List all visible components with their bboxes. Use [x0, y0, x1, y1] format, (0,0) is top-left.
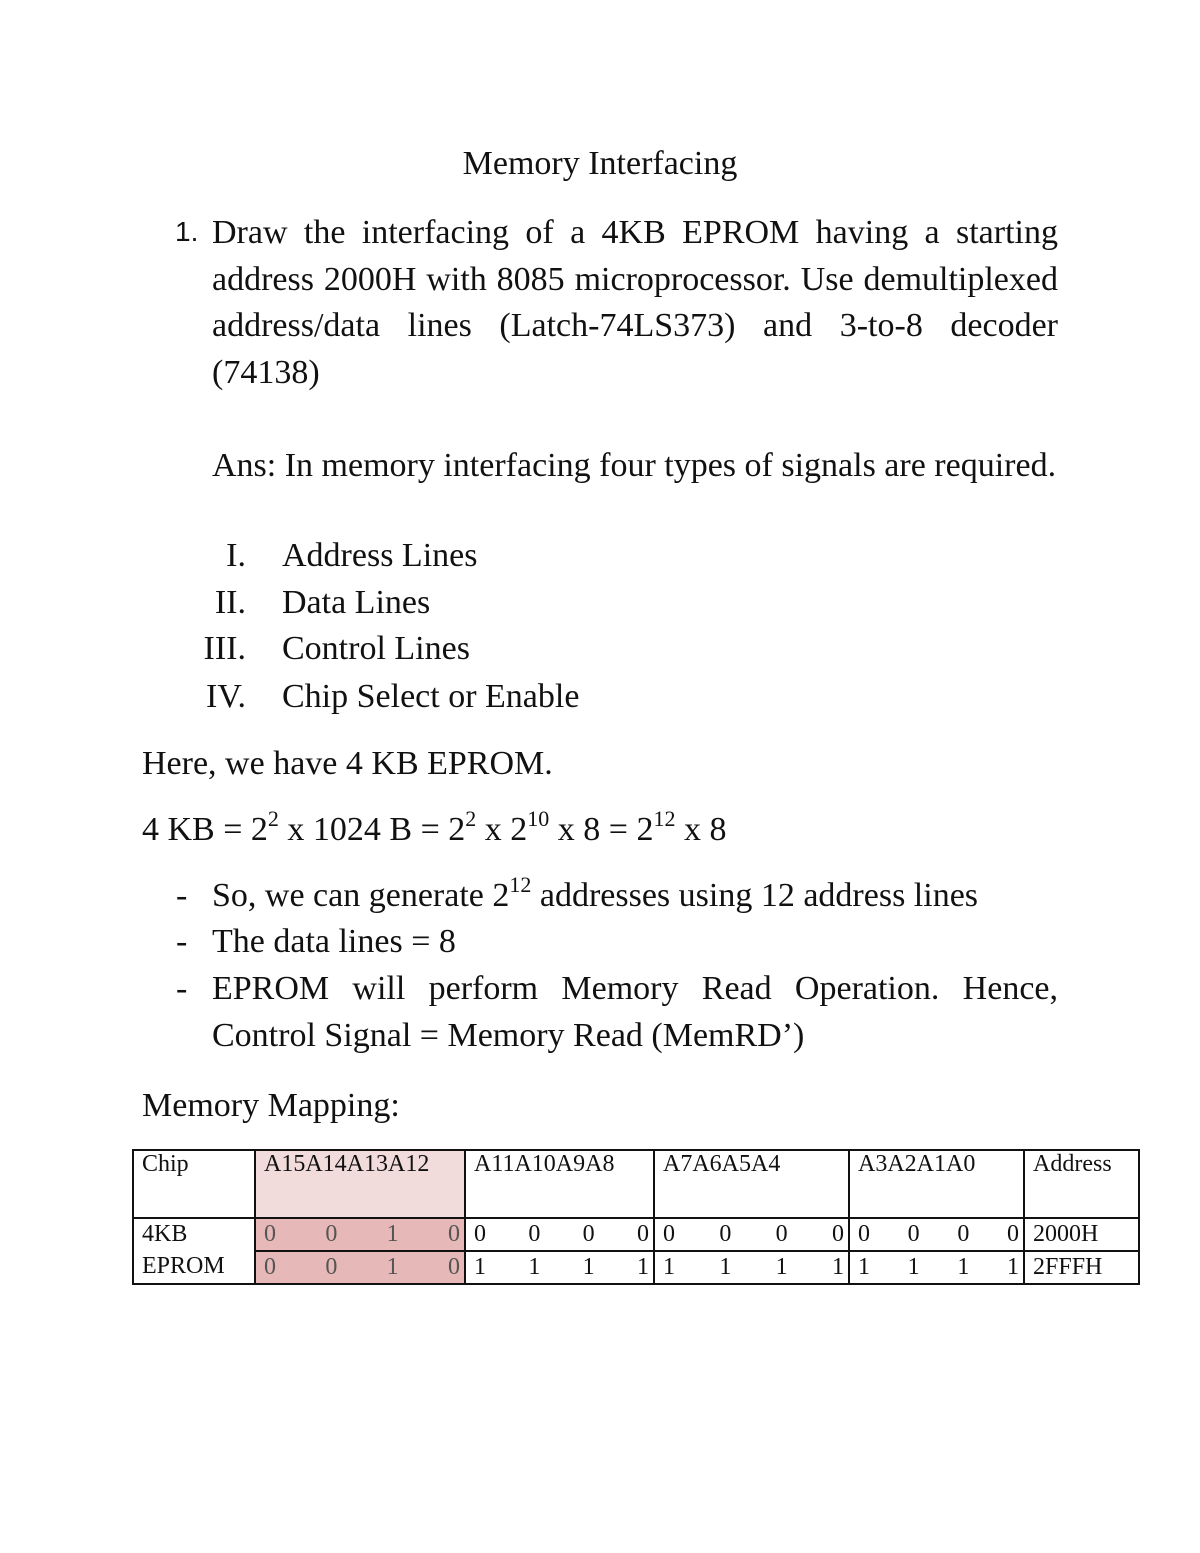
- signal-numeral: III.: [203, 630, 246, 667]
- bit-group: [465, 1251, 654, 1284]
- bit-cell: 1: [719, 1254, 732, 1280]
- bit-cell: 0: [325, 1221, 338, 1247]
- bit-cell: 1: [907, 1254, 920, 1280]
- table-header: Address: [1024, 1150, 1139, 1218]
- bit-group: [849, 1218, 1024, 1251]
- table-header: A15A14A13A12: [255, 1150, 465, 1218]
- bit-cell: 0: [719, 1221, 732, 1247]
- bit-cell: 1: [858, 1254, 870, 1280]
- page-title: Memory Interfacing: [462, 145, 738, 182]
- bit-cell: 0: [858, 1221, 870, 1247]
- bit-group: [465, 1218, 654, 1251]
- bit-cell: 0: [636, 1221, 649, 1247]
- bit-cell: 1: [663, 1254, 675, 1280]
- bit-group: [255, 1251, 465, 1284]
- bit-cell: 1: [386, 1254, 399, 1280]
- signal-label: Address Lines: [282, 537, 478, 574]
- bullet-dash: -: [176, 970, 188, 1007]
- bit-cell: 1: [957, 1254, 970, 1280]
- bit-cell: 1: [775, 1254, 788, 1280]
- bullet-exponent: 12: [509, 871, 532, 897]
- bit-cell: 0: [264, 1254, 276, 1280]
- signal-label: Data Lines: [282, 584, 431, 621]
- equation-exponent: 2: [465, 805, 477, 831]
- table-header: A7A6A5A4: [654, 1150, 849, 1218]
- equation-part: x 2: [476, 811, 528, 848]
- chip-name-line: 4KB: [133, 1218, 255, 1251]
- equation-part: x 8 = 2: [549, 811, 654, 848]
- bit-cell: 0: [1006, 1221, 1019, 1247]
- bit-cell: 0: [264, 1221, 276, 1247]
- signal-numeral: IV.: [206, 678, 246, 715]
- question-text: Draw the interfacing of a 4KB EPROM having a starting address 2000H with 8085 microprocessor. Use demultiplexed address/data lines (Latch-74LS373) and 3-to-8 decoder (74138): [212, 214, 1058, 391]
- bit-cell: 1: [831, 1254, 844, 1280]
- bit-group: [849, 1251, 1024, 1284]
- table-header-row: [133, 1150, 1139, 1218]
- table-header: Chip: [133, 1150, 255, 1218]
- bit-cell: 1: [474, 1254, 486, 1280]
- bullet-control-signal: EPROM will perform Memory Read Operation. Hence, Control Signal = Memory Read (MemRD’): [212, 970, 1058, 1054]
- address-cell: 2FFFH: [1024, 1251, 1139, 1284]
- bullet-data-lines: The data lines = 8: [212, 923, 456, 960]
- signal-numeral: II.: [214, 584, 246, 621]
- bit-cell: 0: [582, 1221, 595, 1247]
- bit-cell: 1: [386, 1221, 399, 1247]
- bullet-dash: -: [176, 877, 188, 914]
- bit-group: [255, 1218, 465, 1251]
- bullet-text: addresses using 12 address lines: [531, 877, 979, 914]
- bullet-address-lines: [212, 873, 1058, 920]
- bit-cell: 1: [582, 1254, 595, 1280]
- memory-mapping-table: [132, 1149, 1140, 1285]
- bit-cell: 0: [775, 1221, 788, 1247]
- answer-intro: Ans: In memory interfacing four types of signals are required.: [212, 447, 1057, 484]
- equation-exponent: 2: [267, 805, 279, 831]
- bit-cell: 1: [528, 1254, 541, 1280]
- bit-cell: 0: [831, 1221, 844, 1247]
- bit-cell: 0: [325, 1254, 338, 1280]
- memory-mapping-label: Memory Mapping:: [142, 1087, 400, 1124]
- bit-cell: 0: [447, 1254, 460, 1280]
- bit-cell: 0: [474, 1221, 486, 1247]
- bit-cell: 0: [957, 1221, 970, 1247]
- size-equation: [142, 805, 727, 850]
- bit-cell: 0: [447, 1221, 460, 1247]
- signal-label: Chip Select or Enable: [282, 678, 580, 715]
- equation-part: x 8: [675, 811, 727, 848]
- here-line: Here, we have 4 KB EPROM.: [142, 745, 553, 782]
- table-row: [133, 1251, 1139, 1284]
- equation-exponent: 12: [653, 805, 676, 831]
- address-cell: 2000H: [1024, 1218, 1139, 1251]
- table-header: A11A10A9A8: [465, 1150, 654, 1218]
- equation-exponent: 10: [527, 805, 550, 831]
- signal-numeral: I.: [226, 537, 246, 574]
- bit-cell: 0: [528, 1221, 541, 1247]
- bit-group: [654, 1251, 849, 1284]
- table-header: A3A2A1A0: [849, 1150, 1024, 1218]
- bit-cell: 1: [1006, 1254, 1019, 1280]
- chip-name-line: EPROM: [133, 1251, 255, 1284]
- table-row: [133, 1218, 1139, 1251]
- equation-part: x 1024 B = 2: [278, 811, 466, 848]
- question-number: 1.: [175, 216, 199, 247]
- bullet-text: So, we can generate 2: [212, 877, 510, 914]
- bit-cell: 0: [663, 1221, 675, 1247]
- equation-part: 4 KB = 2: [142, 811, 268, 848]
- bit-cell: 0: [907, 1221, 920, 1247]
- bullet-dash: -: [176, 923, 188, 960]
- bit-cell: 1: [636, 1254, 649, 1280]
- signal-label: Control Lines: [282, 630, 470, 667]
- bit-group: [654, 1218, 849, 1251]
